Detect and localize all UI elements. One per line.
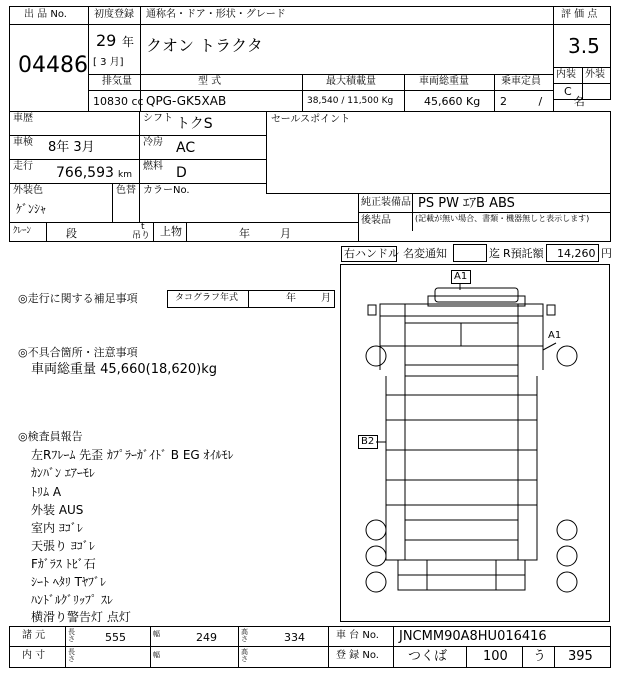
height-label: 高さ [241, 628, 248, 644]
crane-ton-unit: t [141, 222, 145, 232]
mark-a1-right-label: A1 [548, 330, 562, 341]
inspector-line: 室内 ﾖｺﾞﾚ [31, 521, 83, 535]
wheel-rear3-left-icon [366, 572, 386, 592]
mirror-right-icon [547, 305, 555, 315]
fuel-value: D [176, 165, 187, 181]
aftermarket-note: (記載が無い場合、書類・機器無しと表示します) [415, 214, 590, 223]
inspection-label: 車検 [13, 137, 33, 148]
shift-value: トクS [176, 116, 213, 132]
history-label: 車歴 [13, 113, 33, 124]
wheel-front-right-icon [557, 346, 577, 366]
mark-b2-label: B2 [361, 436, 375, 447]
exterior-color-value: ｹﾞﾝｼｬ [16, 202, 47, 216]
crane-steps-unit: 段 [66, 227, 77, 240]
mileage-value: 766,593 [56, 165, 114, 181]
inspector-line: 左Rﾌﾚｰﾑ 先歪 ｶﾌﾟﾗｰｶﾞｲﾄﾞ B EG ｵｲﾙﾓﾚ [31, 448, 234, 462]
vin-label: 車 台 No. [336, 630, 379, 641]
height-value: 334 [284, 631, 305, 644]
max-load-value: 38,540 / 11,500 Kg [307, 96, 394, 106]
deposit-unit: 円 [601, 247, 612, 260]
ac-label: 冷房 [143, 137, 163, 148]
wheel-rear2-left-icon [366, 546, 386, 566]
color-code-label: カラーNo. [143, 185, 190, 196]
frame-left [386, 376, 405, 560]
max-load-label: 最大積載量 [326, 76, 376, 87]
first-reg-year: 29 [96, 31, 117, 50]
deposit-amount: 14,260 [557, 247, 596, 260]
wheel-rear1-right-icon [557, 520, 577, 540]
upper-month-unit: 月 [280, 227, 291, 240]
tach-month-unit: 月 [321, 293, 331, 304]
inspector-line: ﾊﾝﾄﾞﾙｸﾞﾘｯﾌﾟ ｽﾚ [31, 593, 113, 607]
crane-hang: 吊り [132, 231, 151, 241]
shift-label: シフト [143, 113, 173, 124]
mirror-left-icon [368, 305, 376, 315]
color-no-label: 色替 [116, 185, 136, 196]
inspector-line: ｼｰﾄ ﾍﾀﾘ Tﾔﾌﾞﾚ [31, 575, 106, 589]
inspector-line: ｶﾝﾊﾞﾝ ｴｱｰﾓﾚ [31, 466, 95, 480]
inspector-line: Fｶﾞﾗｽ ﾄﾋﾞ石 [31, 557, 96, 571]
wheel-front-left-icon [366, 346, 386, 366]
wheel-rear2-right-icon [557, 546, 577, 566]
displacement-label: 排気量 [102, 76, 132, 87]
vin-value: JNCMM90A8HU016416 [399, 629, 547, 644]
first-reg-month: [ 3 月] [93, 57, 124, 68]
interior-label: 内装 [556, 69, 576, 80]
interior-grade: C [564, 85, 572, 98]
upper-mount-label: 上物 [160, 225, 182, 238]
lot-no: 04486 [18, 53, 88, 78]
length-label: 長さ [68, 628, 75, 644]
fuel-label: 燃料 [143, 161, 163, 172]
wheel-rear3-right-icon [557, 572, 577, 592]
tax-mark: 迄 [489, 247, 500, 260]
name-change-label: 名変通知 [403, 247, 447, 260]
tachograph-label: タコグラフ年式 [175, 293, 239, 303]
wheel-rear1-left-icon [366, 520, 386, 540]
displacement-value: 10830 cc [93, 95, 144, 108]
plate-class: 100 [483, 649, 508, 664]
plate-kana: う [533, 649, 547, 664]
crane-label: ｸﾚｰﾝ [13, 226, 32, 236]
plate-number: 395 [568, 649, 593, 664]
supplement-title: ◎走行に関する補足事項 [18, 292, 138, 305]
frame-right [518, 376, 537, 560]
inspector-line: ﾄﾘﾑ A [31, 485, 62, 499]
equipment-label: 純正装備品 [361, 197, 411, 208]
cab-roof [435, 288, 518, 302]
gross-weight-label: 車両総重量 [419, 76, 469, 87]
model-code: QPG-GK5XAB [146, 94, 227, 108]
front-bumper [405, 346, 518, 376]
width-label: 幅 [153, 630, 160, 638]
tach-year-unit: 年 [286, 293, 296, 304]
equipment-value: PS PW ｴｱB ABS [418, 196, 515, 211]
inspector-line: 外装 AUS [31, 503, 84, 517]
mark-a1-top-label: A1 [454, 271, 468, 282]
first-reg-label: 初度登録 [94, 9, 134, 20]
gross-weight-value: 45,660 Kg [424, 95, 481, 108]
inspector-title: ◎検査員報告 [18, 430, 83, 443]
lot-no-label: 出 品 No. [24, 9, 67, 20]
model-name: クオン トラクタ [146, 36, 263, 55]
upper-year-unit: 年 [239, 227, 250, 240]
dims-label: 諸 元 [22, 630, 46, 641]
first-reg-year-unit: 年 [122, 35, 135, 49]
mileage-unit: km [118, 170, 132, 180]
type-label: 型 式 [198, 76, 222, 87]
inspection-value: 8年 3月 [48, 140, 95, 155]
width-value: 249 [196, 631, 217, 644]
right-hand-label: 右ハンドル [344, 247, 399, 260]
inspector-line: 天張り ﾖｺﾞﾚ [31, 539, 95, 553]
length-value: 555 [105, 631, 126, 644]
capacity-value: 2 / 名 [500, 95, 599, 108]
interior-dims-label: 内 寸 [22, 650, 46, 661]
aftermarket-label: 後装品 [361, 215, 391, 226]
model-name-label: 通称名・ドア・形状・グレード [146, 9, 286, 20]
in-width-label: 幅 [153, 651, 160, 659]
selling-points-label: セールスポイント [271, 114, 351, 125]
in-length-label: 長さ [68, 648, 75, 664]
in-height-label: 高さ [241, 648, 248, 664]
defects-title: ◎不具合箇所・注意事項 [18, 346, 138, 359]
rating-value: 3.5 [568, 34, 600, 58]
exterior-color-label: 外装色 [13, 185, 43, 196]
mileage-label: 走行 [13, 161, 33, 172]
rating-label: 評 価 点 [561, 9, 598, 20]
plate-label: 登 録 No. [336, 650, 379, 661]
ac-value: AC [176, 140, 196, 156]
inspector-line: 横滑り警告灯 点灯 [31, 610, 131, 624]
defects-text: 車両総重量 45,660(18,620)kg [31, 362, 218, 377]
deposit-label: R預託額 [503, 247, 544, 260]
plate-region: つくば [408, 649, 448, 664]
rear-deck [386, 505, 537, 560]
capacity-label: 乗車定員 [501, 76, 541, 87]
exterior-label: 外装 [585, 69, 605, 80]
